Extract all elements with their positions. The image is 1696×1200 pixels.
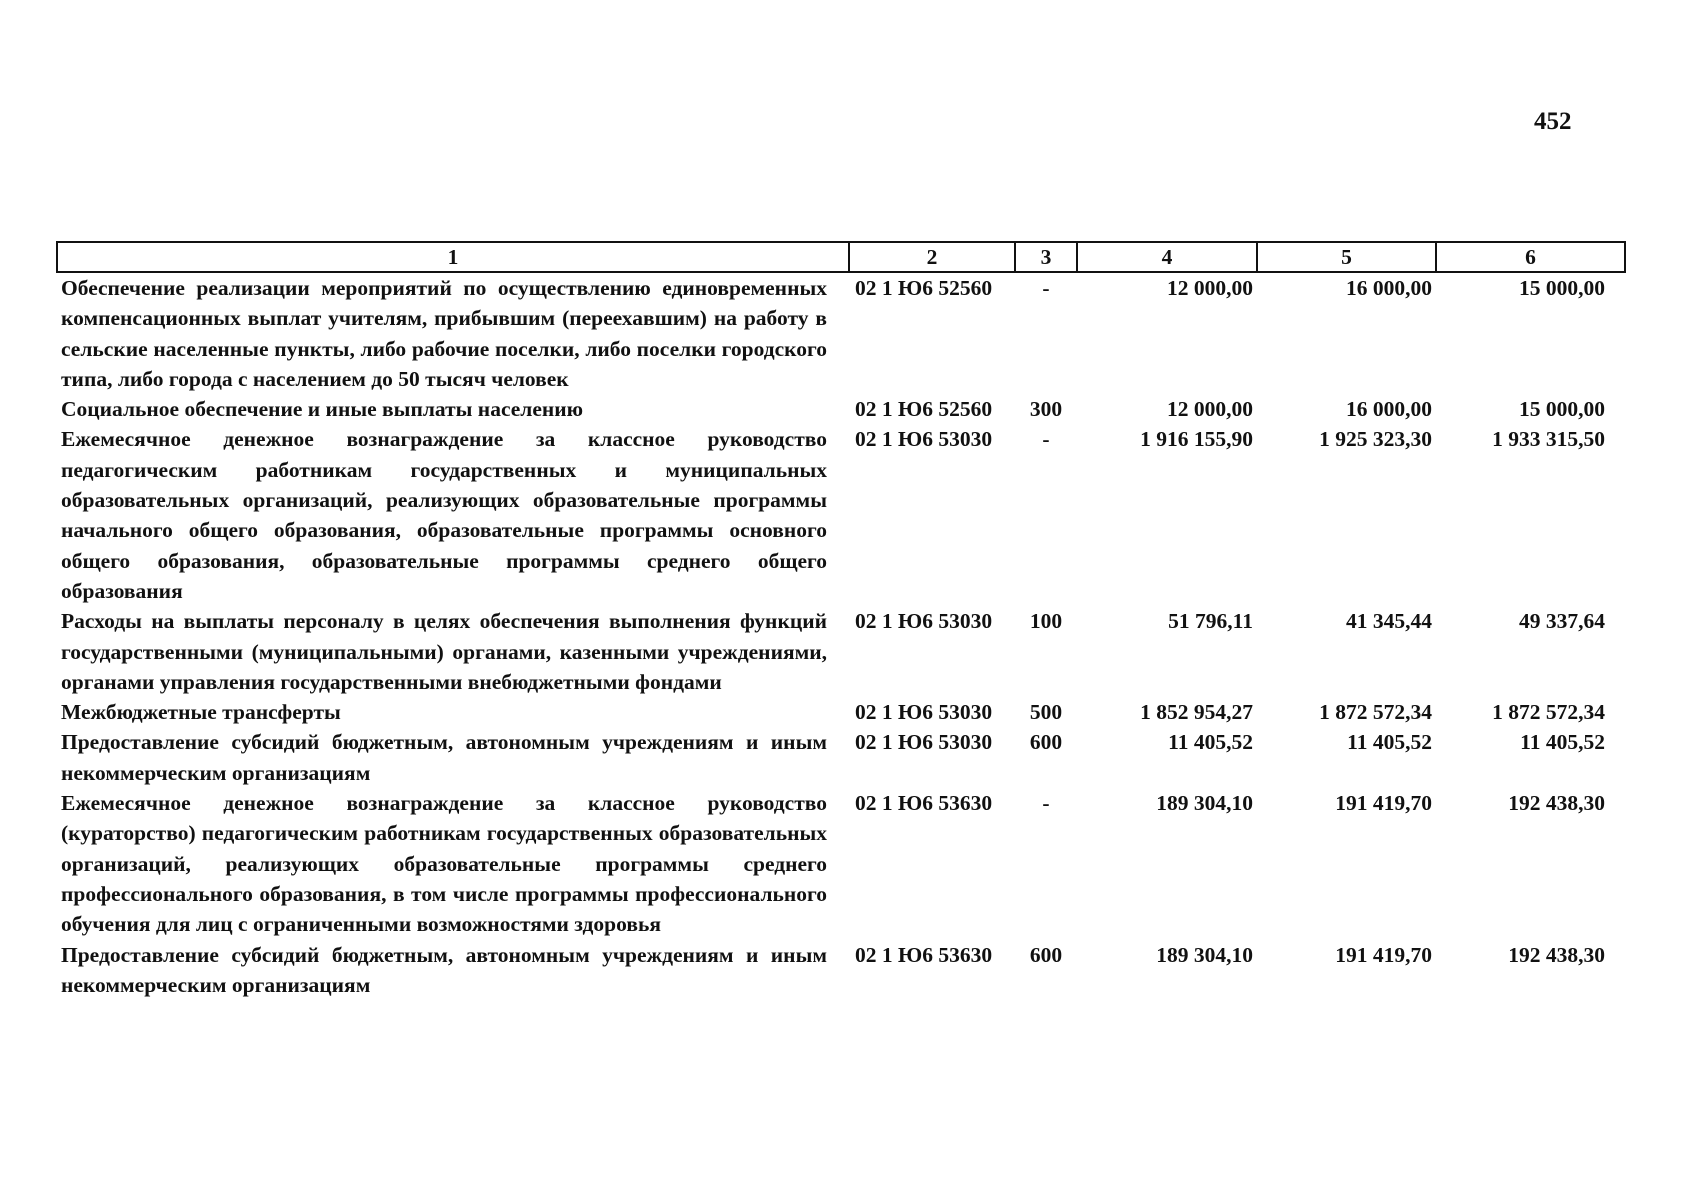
target-code: 02 1 Ю6 52560 <box>855 276 993 300</box>
expense-name: Ежемесячное денежное вознаграждение за классное руководство (кураторство) педагогическим работникам государственных образовательных организаций, реализующих образовательные программы среднего профессионального образования, в том числе программы профессионального обучения для лиц с ограниченными возможностями здоровья <box>61 791 827 937</box>
target-code: 02 1 Ю6 53630 <box>855 942 993 967</box>
target-code: 02 1 Ю6 53030 <box>855 730 993 755</box>
table-row <box>57 394 1625 424</box>
amount-col-5: 1 872 572,34 <box>1319 700 1432 725</box>
amount-col-4: 11 405,52 <box>1168 730 1253 755</box>
table-row <box>57 788 1625 939</box>
amount-col-4: 12 000,00 <box>1167 397 1253 422</box>
expense-name: Предоставление субсидий бюджетным, автономным учреждениям и иным некоммерческим организациям <box>61 730 827 785</box>
target-code: 02 1 Ю6 53030 <box>855 609 993 634</box>
expense-name: Социальное обеспечение и иные выплаты населению <box>61 397 584 422</box>
amount-col-4: 1 852 954,27 <box>1140 700 1253 725</box>
amount-col-4: 189 304,10 <box>1156 791 1253 816</box>
amount-col-6: 49 337,64 <box>1519 609 1605 634</box>
target-code: 02 1 Ю6 53630 <box>855 791 993 816</box>
amount-col-6: 11 405,52 <box>1520 730 1605 755</box>
expense-type: - <box>1042 791 1050 816</box>
table-body <box>57 272 1625 1000</box>
header-col-3: 3 <box>1015 242 1077 272</box>
amount-col-4: 1 916 155,90 <box>1140 427 1253 452</box>
amount-col-5: 16 000,00 <box>1346 397 1432 422</box>
table-header <box>57 242 1625 272</box>
amount-col-5: 191 419,70 <box>1335 942 1432 967</box>
amount-col-5: 41 345,44 <box>1346 609 1432 634</box>
amount-col-6: 15 000,00 <box>1519 276 1605 300</box>
table-row <box>57 272 1625 394</box>
expense-type: 600 <box>1029 942 1063 967</box>
target-code: 02 1 Ю6 53030 <box>855 427 993 452</box>
target-code: 02 1 Ю6 53030 <box>855 700 993 725</box>
amount-col-5: 11 405,52 <box>1347 730 1432 755</box>
amount-col-6: 1 933 315,50 <box>1492 427 1605 452</box>
expense-type: 600 <box>1029 730 1063 755</box>
header-row <box>57 242 1625 272</box>
header-col-1: 1 <box>57 242 849 272</box>
expense-name: Ежемесячное денежное вознаграждение за классное руководство педагогическим работникам государственных и муниципальных образовательных организаций, реализующих образовательные программы начального общего образования, образовательные программы основного общего образования, образовательные программы среднего общего образования <box>61 427 827 603</box>
amount-col-4: 12 000,00 <box>1167 276 1253 300</box>
amount-col-6: 192 438,30 <box>1508 942 1605 967</box>
expense-type: - <box>1042 276 1050 300</box>
amount-col-5: 1 925 323,30 <box>1319 427 1432 452</box>
expense-name: Предоставление субсидий бюджетным, автономным учреждениям и иным некоммерческим организациям <box>61 942 827 997</box>
expense-name: Межбюджетные трансферты <box>61 700 341 725</box>
header-col-5: 5 <box>1257 242 1436 272</box>
table-row <box>57 424 1625 606</box>
expense-type: 100 <box>1029 609 1063 634</box>
amount-col-6: 15 000,00 <box>1519 397 1605 422</box>
table-row <box>57 727 1625 788</box>
budget-table <box>56 241 1626 1000</box>
amount-col-6: 1 872 572,34 <box>1492 700 1605 725</box>
expense-type: 500 <box>1029 700 1063 725</box>
header-col-2: 2 <box>849 242 1015 272</box>
amount-col-5: 191 419,70 <box>1335 791 1432 816</box>
table-row <box>57 940 1625 1001</box>
expense-name: Обеспечение реализации мероприятий по осуществлению единовременных компенсационных выплат учителям, прибывшим (переехавшим) на работу в сельские населенные пункты, либо рабочие поселки, либо поселки городского типа, либо города с населением до 50 тысяч человек <box>61 276 827 391</box>
amount-col-5: 16 000,00 <box>1346 276 1432 300</box>
amount-col-6: 192 438,30 <box>1508 791 1605 816</box>
expense-name: Расходы на выплаты персоналу в целях обеспечения выполнения функций государственными (муниципальными) органами, казенными учреждениями, органами управления государственными внебюджетными фондами <box>61 609 827 694</box>
table-row <box>57 606 1625 697</box>
expense-type: 300 <box>1029 397 1063 422</box>
amount-col-4: 189 304,10 <box>1156 942 1253 967</box>
expense-type: - <box>1042 427 1050 452</box>
page-number: 452 <box>1534 108 1572 135</box>
amount-col-4: 51 796,11 <box>1168 609 1253 634</box>
header-col-6: 6 <box>1436 242 1625 272</box>
table-row <box>57 697 1625 727</box>
target-code: 02 1 Ю6 52560 <box>855 397 993 422</box>
header-col-4: 4 <box>1077 242 1257 272</box>
